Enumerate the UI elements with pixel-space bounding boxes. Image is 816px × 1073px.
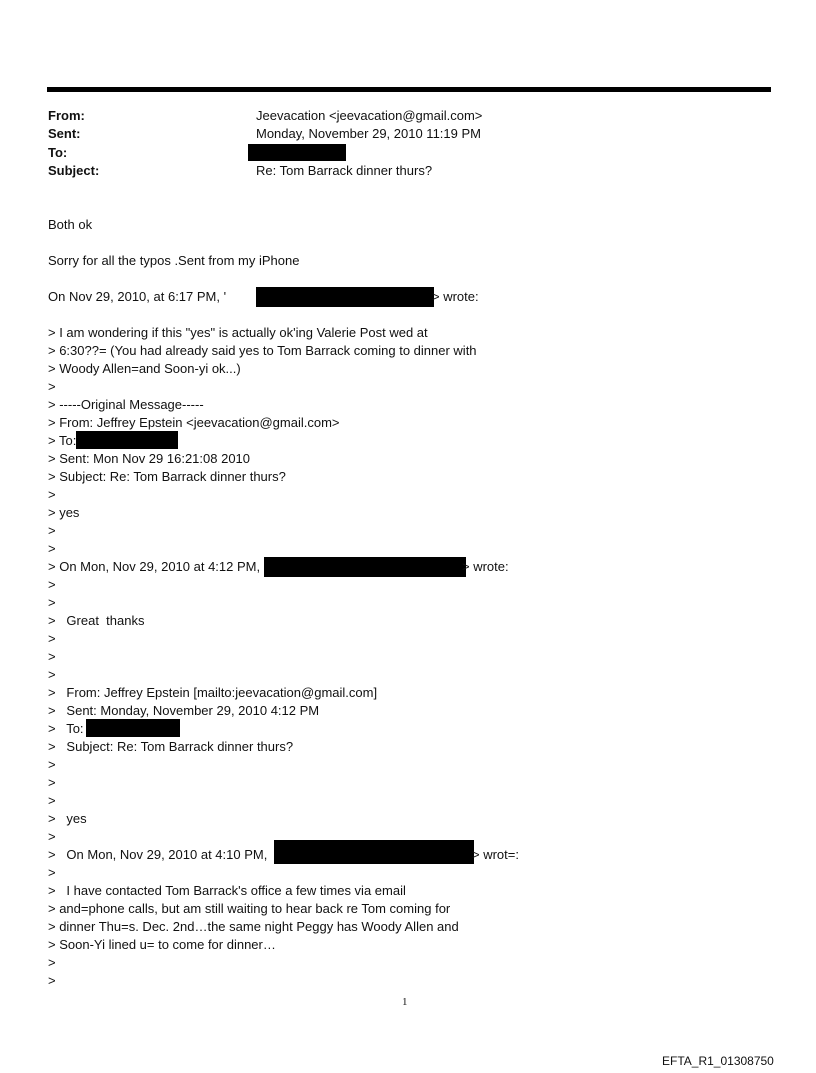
body-line: > Subject: Re: Tom Barrack dinner thurs?: [48, 469, 286, 484]
body-line: >: [48, 775, 56, 790]
body-line: > To:: [48, 721, 84, 736]
body-line-tail: > wrote:: [462, 559, 509, 574]
body-line: >: [48, 595, 56, 610]
body-line: > 6:30??= (You had already said yes to Tom Barrack coming to dinner with: [48, 343, 477, 358]
body-line: > Soon-Yi lined u= to come for dinner…: [48, 937, 276, 952]
body-line: Both ok: [48, 217, 93, 232]
sent-value: Monday, November 29, 2010 11:19 PM: [256, 126, 481, 141]
body-line: >: [48, 379, 56, 394]
document-id: EFTA_R1_01308750: [662, 1054, 774, 1068]
sent-label: Sent:: [48, 126, 81, 141]
redaction-sender: [256, 287, 434, 307]
header-rule: [47, 87, 771, 92]
body-line: > dinner Thu=s. Dec. 2nd…the same night Peggy has Woody Allen and: [48, 919, 459, 934]
body-line: >: [48, 649, 56, 664]
body-line: >: [48, 487, 56, 502]
body-line: >: [48, 829, 56, 844]
body-line: > Woody Allen=and Soon-yi ok...): [48, 361, 241, 376]
body-line: > On Mon, Nov 29, 2010 at 4:12 PM,: [48, 559, 261, 574]
to-label: To:: [48, 145, 68, 160]
body-line: > Subject: Re: Tom Barrack dinner thurs?: [48, 739, 294, 754]
body-line: > To:: [48, 433, 77, 448]
body-line: > and=phone calls, but am still waiting to hear back re Tom coming for: [48, 901, 451, 916]
body-line: >: [48, 973, 56, 988]
body-line: >: [48, 955, 56, 970]
body-line: > Sent: Monday, November 29, 2010 4:12 PM: [48, 703, 320, 718]
body-line: On Nov 29, 2010, at 6:17 PM, ': [48, 289, 227, 304]
from-label: From:: [48, 108, 85, 123]
body-line: > From: Jeffrey Epstein <jeevacation@gmail.com>: [48, 415, 340, 430]
subject-value: Re: Tom Barrack dinner thurs?: [256, 163, 433, 178]
body-line: > I am wondering if this "yes" is actually ok'ing Valerie Post wed at: [48, 325, 428, 340]
redaction-to-2: [86, 719, 180, 737]
body-line: >: [48, 523, 56, 538]
body-line: > Sent: Mon Nov 29 16:21:08 2010: [48, 451, 251, 466]
from-value: Jeevacation <jeevacation@gmail.com>: [256, 108, 483, 123]
body-line: >: [48, 757, 56, 772]
body-line: >: [48, 631, 56, 646]
body-line: > On Mon, Nov 29, 2010 at 4:10 PM,: [48, 847, 268, 862]
body-line: > Great thanks: [48, 613, 145, 628]
body-line: > From: Jeffrey Epstein [mailto:jeevacation@gmail.com]: [48, 685, 378, 700]
body-line: > yes: [48, 505, 80, 520]
redaction-to: [248, 144, 346, 161]
body-line: > -----Original Message-----: [48, 397, 204, 412]
body-line-tail: > wrot=:: [472, 847, 519, 862]
body-line: >: [48, 577, 56, 592]
body-line: >: [48, 865, 56, 880]
body-line: > I have contacted Tom Barrack's office a few times via email: [48, 883, 406, 898]
redaction-sender-2: [264, 557, 466, 577]
body-line: >: [48, 667, 56, 682]
redaction-sender-3: [274, 840, 474, 864]
body-line: Sorry for all the typos .Sent from my iPhone: [48, 253, 300, 268]
body-line: >: [48, 793, 56, 808]
redaction-to-1: [76, 431, 178, 449]
body-line-tail: > wrote:: [432, 289, 479, 304]
body-line: > yes: [48, 811, 87, 826]
page-number: 1: [402, 996, 408, 1008]
body-line: >: [48, 541, 56, 556]
subject-label: Subject:: [48, 163, 100, 178]
